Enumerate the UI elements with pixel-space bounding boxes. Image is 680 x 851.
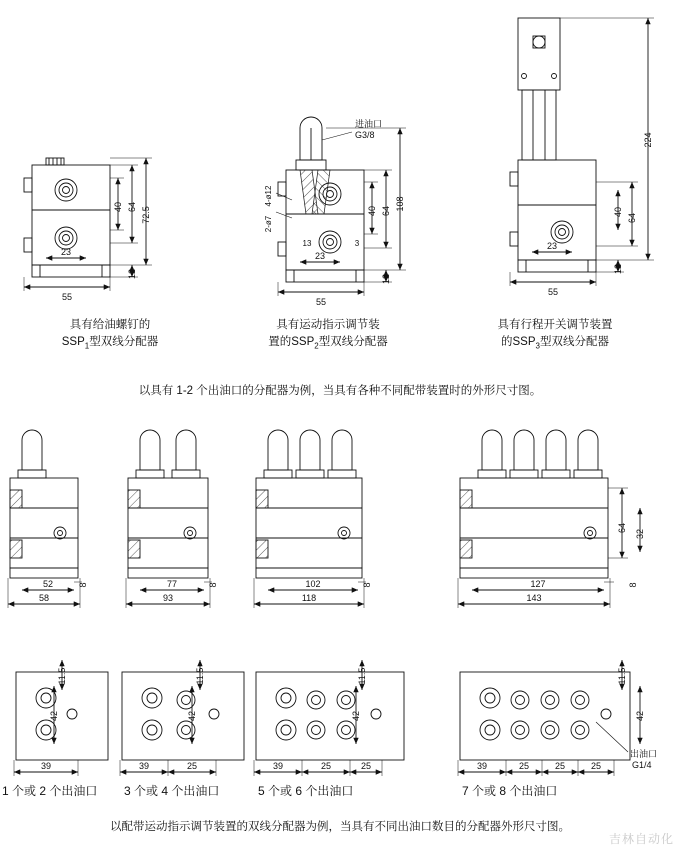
watermark: 吉林自动化 [608,832,674,846]
dim-p3-42: 42 [351,710,361,722]
dim-p2-25: 25 [186,761,198,771]
dim-p3-11-5: 11.5 [357,667,367,685]
dim-p4-11-5: 11.5 [617,667,627,685]
dim-fig2-55: 55 [315,297,327,307]
dim-p2-11-5: 11.5 [195,667,205,685]
dim-p2-42: 42 [187,710,197,722]
figure-plan-2 [120,660,244,776]
dim-fig1-23: 23 [60,247,72,257]
caption-ssp2-line2: 置的$SSP_2$型双线分配器 [268,336,388,351]
dim-fig3-55: 55 [547,287,559,297]
figure-ssp3 [510,18,654,286]
caption-ssp3-line1: 具有行程开关调节装置 [497,319,613,331]
dim-p1-11-5: 11.5 [57,667,67,685]
figure-plan-3 [254,660,404,776]
dim-p4-39: 39 [476,761,488,771]
dim-mid-a-58: 58 [38,593,50,603]
dim-fig2-108: 108 [395,196,405,212]
dim-fig3-64: 64 [627,212,637,224]
dim-fig1-64: 64 [127,201,137,213]
dim-fig2-23: 23 [314,251,326,261]
label-oil-out-thread: G1/4 [632,760,652,770]
note-bottom: 以配带运动指示调节装置的双线分配器为例，当具有不同出油口数目的分配器外形尺寸图。 [110,821,570,833]
dim-mid-c-118: 118 [301,593,317,603]
dim-fig2-13: 13 [302,239,312,248]
caption-ssp1-line2: $SSP_1$型双线分配器 [61,336,159,351]
dim-fig1-72-5: 72.5 [141,206,151,224]
label-oil-inlet: 进油口 [355,119,383,129]
dim-p3-25a: 25 [320,761,332,771]
caption-ssp1 [20,317,200,354]
dim-fig2-12: 12 [381,273,391,285]
dim-p4-42: 42 [635,710,645,722]
dim-p1-39: 39 [40,761,52,771]
dim-fig3-23: 23 [546,241,558,251]
dim-fig1-12: 12 [127,268,137,280]
dim-mid-a-8: 8 [78,582,88,588]
figure-mid-d [458,430,640,608]
caption-ssp3 [455,317,655,354]
dim-mid-d-32: 32 [635,528,645,540]
caption-ssp3-line2: 的$SSP_3$型双线分配器 [501,336,609,351]
dim-mid-d-127: 127 [530,579,546,589]
dim-p4-25a: 25 [518,761,530,771]
note-middle: 以具有 1-2 个出油口的分配器为例，当具有各种不同配带装置时的外形尺寸图。 [138,385,542,397]
dim-p3-39: 39 [272,761,284,771]
dim-p1-42: 42 [49,710,59,722]
label-oil-inlet-thread: G3/8 [355,130,375,140]
caption-ssp1-line1: 具有给油螺钉的 [69,319,151,331]
dim-fig2-64: 64 [381,205,391,217]
dim-mid-b-77: 77 [166,579,178,589]
dim-p3-25b: 25 [360,761,372,771]
dim-mid-b-93: 93 [162,593,174,603]
figure-plan-4 [458,660,640,776]
dim-p2-39: 39 [138,761,150,771]
dim-fig1-55: 55 [61,292,73,302]
dim-fig3-12: 12 [613,263,623,275]
label-oil-out: 出油口 [630,749,658,759]
row-label-1: 1 个或 2 个出油口 [2,784,98,798]
dim-fig3-40: 40 [613,206,623,218]
dim-mid-d-143: 143 [526,593,542,603]
label-4-12: 4-ø12 [264,185,273,207]
caption-ssp2 [228,317,428,354]
dim-fig3-224: 224 [643,132,653,148]
row-label-2: 3 个或 4 个出油口 [124,784,220,798]
dim-fig2-3: 3 [354,239,360,248]
dim-mid-c-8: 8 [362,582,372,588]
dim-mid-b-8: 8 [208,582,218,588]
row-label-3: 5 个或 6 个出油口 [258,784,354,798]
row-label-4: 7 个或 8 个出油口 [462,784,558,798]
dim-mid-a-52: 52 [42,579,54,589]
dim-p4-25b: 25 [554,761,566,771]
dim-mid-c-102: 102 [305,579,321,589]
dim-mid-d-8: 8 [628,582,638,588]
dim-mid-d-64: 64 [617,522,627,534]
dim-fig2-40: 40 [367,205,377,217]
dim-fig1-40: 40 [113,201,123,213]
dim-p4-25c: 25 [590,761,602,771]
label-2-7: 2-ø7 [264,215,273,233]
caption-ssp2-line1: 具有运动指示调节装 [276,319,380,331]
